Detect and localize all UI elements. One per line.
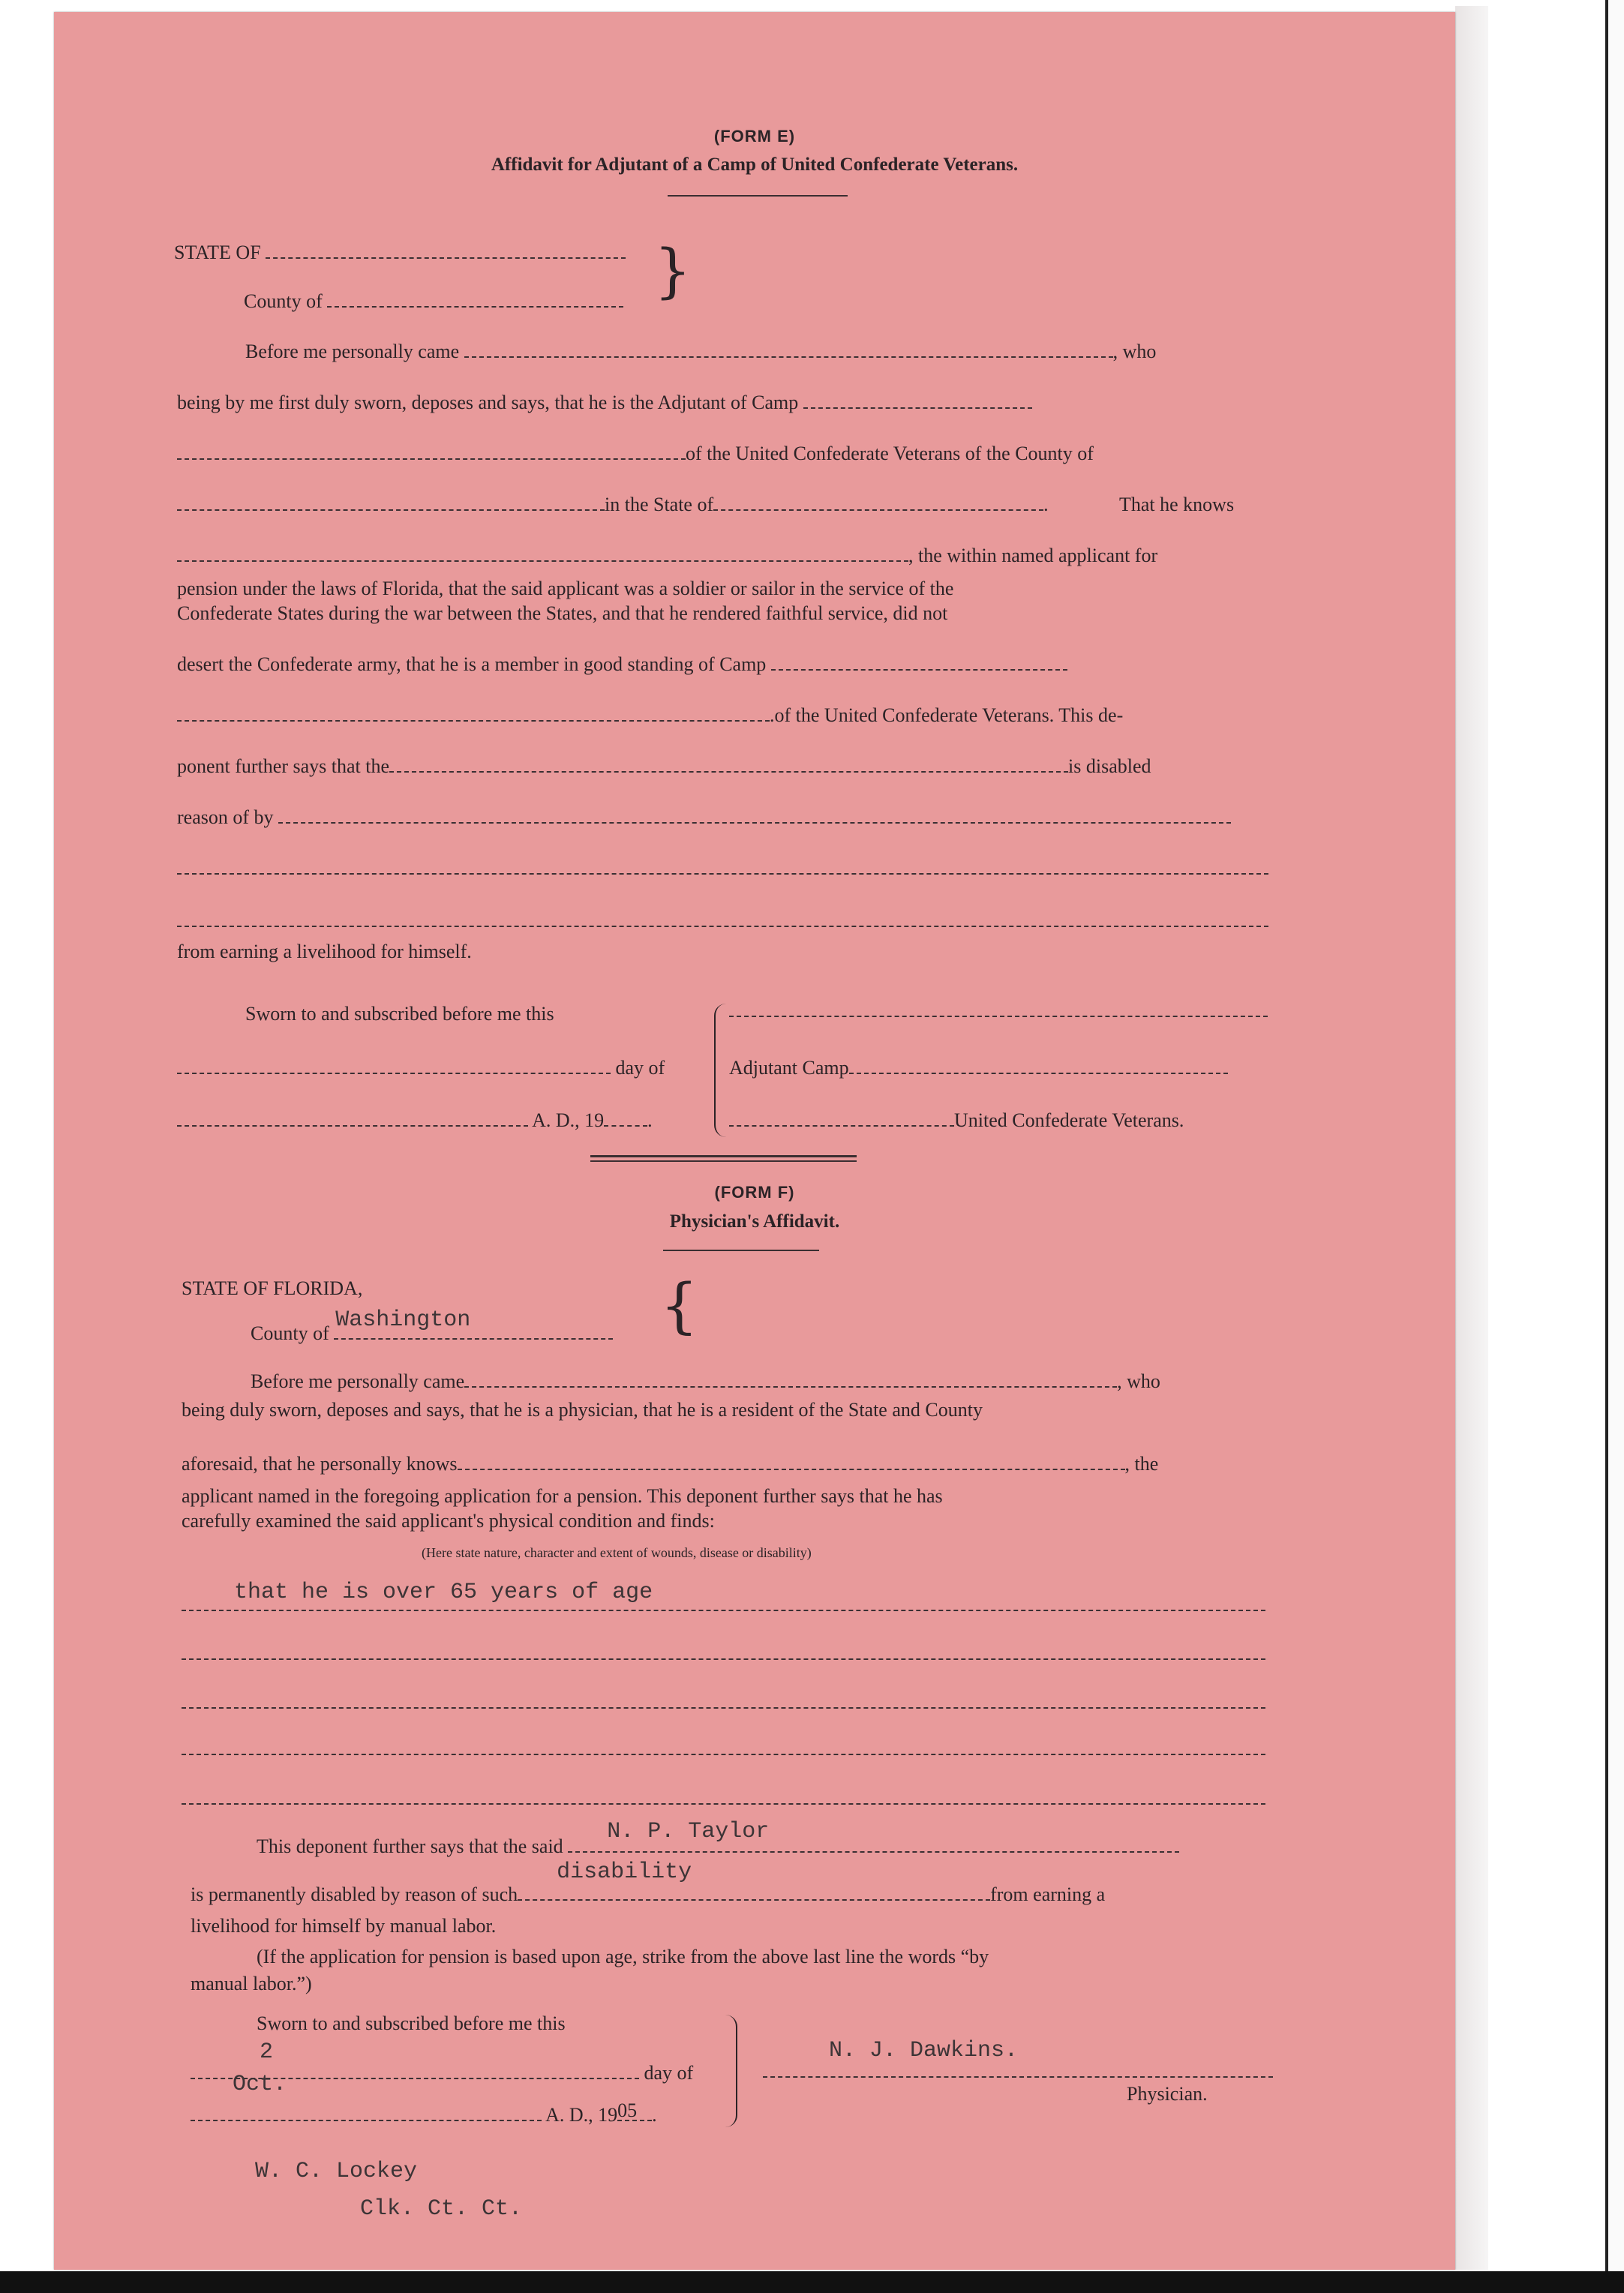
form-e-year-blank bbox=[604, 1110, 647, 1127]
form-f-year-value: 05 bbox=[617, 2099, 638, 2121]
form-f-findings-blank-1 bbox=[182, 1610, 1265, 1611]
form-e-applicant-blank bbox=[177, 545, 908, 562]
form-e-county-of-blank bbox=[177, 494, 605, 511]
form-e-line10-text: ponent further says that the bbox=[177, 755, 390, 777]
form-e-county-line bbox=[244, 290, 623, 314]
form-f-line5: carefully examined the said applicant's physical condition and finds: bbox=[182, 1510, 715, 1532]
form-e-line5-text: , the within named applicant for bbox=[908, 545, 1158, 566]
form-e-camp-blank bbox=[803, 392, 1032, 409]
form-f-year-blank bbox=[617, 2099, 652, 2121]
form-f-sworn1: Sworn to and subscribed before me this bbox=[257, 2012, 566, 2034]
form-e-state-label: STATE OF bbox=[174, 242, 261, 263]
form-f-signature-blank bbox=[763, 2038, 1273, 2078]
form-e-line10-end: is disabled bbox=[1068, 755, 1151, 777]
form-f-physician-name: N. J. Dawkins. bbox=[829, 2038, 1019, 2063]
form-e-camp-standing-blank bbox=[771, 654, 1067, 671]
form-f-appearer-blank bbox=[464, 1371, 1117, 1388]
form-f-line1-end: , who bbox=[1117, 1370, 1160, 1392]
form-e-adjutant-camp-blank bbox=[849, 1058, 1228, 1074]
form-f-line4: applicant named in the foregoing application for a pension. This deponent further says that he has bbox=[182, 1485, 943, 1507]
form-f-line3-end: , the bbox=[1124, 1453, 1159, 1475]
form-f-title: Physician's Affidavit. bbox=[669, 1211, 840, 1232]
form-e-state-blank bbox=[266, 242, 626, 259]
form-e-state-of-blank bbox=[713, 494, 1043, 511]
form-f-line7 bbox=[191, 1859, 1106, 1907]
form-f-line6-text: This deponent further says that the said bbox=[257, 1835, 563, 1857]
form-f-findings-blank-5 bbox=[182, 1803, 1265, 1805]
form-e-line7: Confederate States during the war between the States, and that he rendered faithful service, did not bbox=[177, 602, 948, 624]
form-e-line1 bbox=[245, 340, 1156, 364]
form-f-physician-label: Physician. bbox=[1127, 2083, 1208, 2105]
scan-bottom-edge bbox=[0, 2271, 1624, 2293]
form-e-line3-text: of the United Confederate Veterans of the County of bbox=[686, 443, 1094, 464]
form-e-adjutant-camp: Adjutant Camp bbox=[729, 1057, 849, 1079]
form-e-adjutant-line bbox=[729, 1056, 1228, 1080]
form-f-line7-end: from earning a bbox=[990, 1883, 1106, 1905]
form-e-sworn1: Sworn to and subscribed before me this bbox=[245, 1003, 554, 1025]
form-f-line1-text: Before me personally came bbox=[251, 1370, 465, 1392]
form-f-line8: livelihood for himself by manual labor. bbox=[191, 1915, 497, 1937]
form-f-county-label: County of bbox=[251, 1322, 329, 1344]
form-e-ucv-line bbox=[729, 1109, 1184, 1133]
form-f-line2: being duly sworn, deposes and says, that he is a physician, that he is a resident of the State and County bbox=[182, 1399, 983, 1421]
form-e-line10 bbox=[177, 755, 1151, 779]
form-e-line1-end: , who bbox=[1112, 341, 1157, 362]
form-f-applicant-name: N. P. Taylor bbox=[607, 1819, 770, 1844]
form-e-ucv-text: United Confederate Veterans. bbox=[954, 1109, 1184, 1131]
form-f-sworn3-text: A. D., 19 bbox=[545, 2104, 618, 2126]
form-f-month-blank bbox=[191, 2105, 542, 2121]
form-f-line10: manual labor.”) bbox=[191, 1973, 312, 1994]
form-e-line4-text: in the State of bbox=[605, 494, 714, 515]
form-f-county-value: Washington bbox=[335, 1307, 471, 1333]
form-f-sworn3-end: . bbox=[652, 2104, 657, 2126]
form-e-line4-right: That he knows bbox=[1119, 494, 1235, 515]
form-f-county-line bbox=[251, 1307, 613, 1346]
form-e-reason-blank-3 bbox=[177, 926, 1268, 927]
form-e-county-blank bbox=[327, 291, 623, 308]
form-e-signature-blank bbox=[729, 1016, 1268, 1017]
form-f-findings-blank-2 bbox=[182, 1658, 1265, 1660]
form-e-line4-dot: . bbox=[1043, 494, 1049, 515]
form-e-disabled-person-blank bbox=[389, 756, 1068, 773]
form-f-state-label: STATE OF FLORIDA, bbox=[182, 1277, 363, 1299]
form-e-line8-text: desert the Confederate army, that he is a member in good standing of Camp bbox=[177, 653, 767, 675]
form-e-county-label: County of bbox=[244, 290, 323, 312]
form-e-sworn2-line bbox=[177, 1056, 665, 1080]
form-f-applicant-blank bbox=[568, 1819, 1179, 1853]
form-e-camp-standing-blank-2 bbox=[177, 705, 770, 722]
form-e-day-blank bbox=[177, 1058, 611, 1074]
form-e-appearer-blank bbox=[464, 341, 1113, 358]
form-f-sworn3-line bbox=[191, 2099, 657, 2127]
form-e-line5 bbox=[177, 544, 1157, 568]
form-e-date-blank bbox=[177, 1110, 528, 1127]
form-e-line11 bbox=[177, 806, 1231, 830]
form-e-line9-text: .of the United Confederate Veterans. This de- bbox=[770, 704, 1124, 726]
form-f-month-value: Oct. bbox=[233, 2072, 287, 2097]
form-e-line4 bbox=[177, 493, 1049, 517]
form-e-line2 bbox=[177, 391, 1032, 415]
form-f-findings-value: that he is over 65 years of age bbox=[234, 1580, 653, 1605]
form-f-county-blank bbox=[334, 1307, 613, 1340]
clerk-name: W. C. Lockey bbox=[255, 2159, 418, 2184]
form-f-line6 bbox=[257, 1819, 1179, 1859]
form-f-sworn2-text: day of bbox=[644, 2062, 694, 2084]
paper-backing-edge bbox=[1455, 6, 1488, 2270]
form-e-title-rule bbox=[668, 195, 848, 197]
form-e-reason-blank bbox=[278, 807, 1231, 824]
pension-affidavit-page bbox=[54, 12, 1455, 2270]
form-f-signature-line bbox=[763, 2038, 1273, 2084]
form-e-line2-text: being by me first duly sworn, deposes and says, that he is the Adjutant of Camp bbox=[177, 392, 799, 413]
form-f-day-value: 2 bbox=[260, 2039, 274, 2065]
form-f-line3-text: aforesaid, that he personally knows bbox=[182, 1453, 458, 1475]
form-e-state-line bbox=[174, 241, 626, 265]
form-e-sworn2-text: day of bbox=[615, 1057, 665, 1079]
form-divider-top bbox=[590, 1155, 857, 1157]
form-e-line12: from earning a livelihood for himself. bbox=[177, 941, 472, 962]
form-f-disability-value: disability bbox=[557, 1859, 692, 1885]
form-f-title-rule bbox=[663, 1250, 819, 1251]
form-f-findings-blank-4 bbox=[182, 1754, 1265, 1755]
form-e-label: (FORM E) bbox=[713, 127, 796, 146]
form-f-known-person-blank bbox=[458, 1454, 1125, 1470]
form-e-sworn-brace bbox=[714, 1004, 726, 1137]
form-e-ucv-blank bbox=[729, 1110, 954, 1127]
form-f-findings-blank-3 bbox=[182, 1707, 1265, 1709]
form-e-camp-blank-2 bbox=[177, 443, 686, 460]
form-f-line9: (If the application for pension is based upon age, strike from the above last line the words “by bbox=[257, 1946, 989, 1967]
form-f-line1 bbox=[251, 1370, 1160, 1394]
form-f-line7-text: is permanently disabled by reason of such bbox=[191, 1883, 518, 1905]
form-e-line1-text: Before me personally came bbox=[245, 341, 460, 362]
scan-right-edge bbox=[1605, 0, 1624, 2293]
form-f-state-brace: { bbox=[660, 1271, 698, 1340]
form-f-disability-blank bbox=[518, 1859, 990, 1901]
form-e-line11-text: reason of by bbox=[177, 806, 274, 828]
clerk-title: Clk. Ct. Ct. bbox=[360, 2196, 523, 2222]
form-e-line8 bbox=[177, 653, 1067, 677]
form-e-state-brace: } bbox=[654, 238, 692, 305]
form-e-title: Affidavit for Adjutant of a Camp of United Confederate Veterans. bbox=[491, 155, 1019, 175]
form-e-line6: pension under the laws of Florida, that the said applicant was a soldier or sailor in the service of the bbox=[177, 578, 954, 599]
form-divider-bottom bbox=[590, 1160, 857, 1162]
form-e-line9 bbox=[177, 704, 1123, 728]
form-e-sworn3-text: A. D., 19 bbox=[532, 1109, 605, 1131]
form-f-instruction: (Here state nature, character and extent of wounds, disease or disability) bbox=[422, 1545, 812, 1560]
form-f-label: (FORM F) bbox=[714, 1183, 795, 1202]
form-e-reason-blank-2 bbox=[177, 873, 1268, 875]
form-e-sworn3-line: A. D., 19 . bbox=[177, 1109, 653, 1133]
form-f-line3 bbox=[182, 1452, 1158, 1476]
form-e-line3 bbox=[177, 442, 1094, 466]
form-f-sworn-brace bbox=[725, 2015, 737, 2127]
